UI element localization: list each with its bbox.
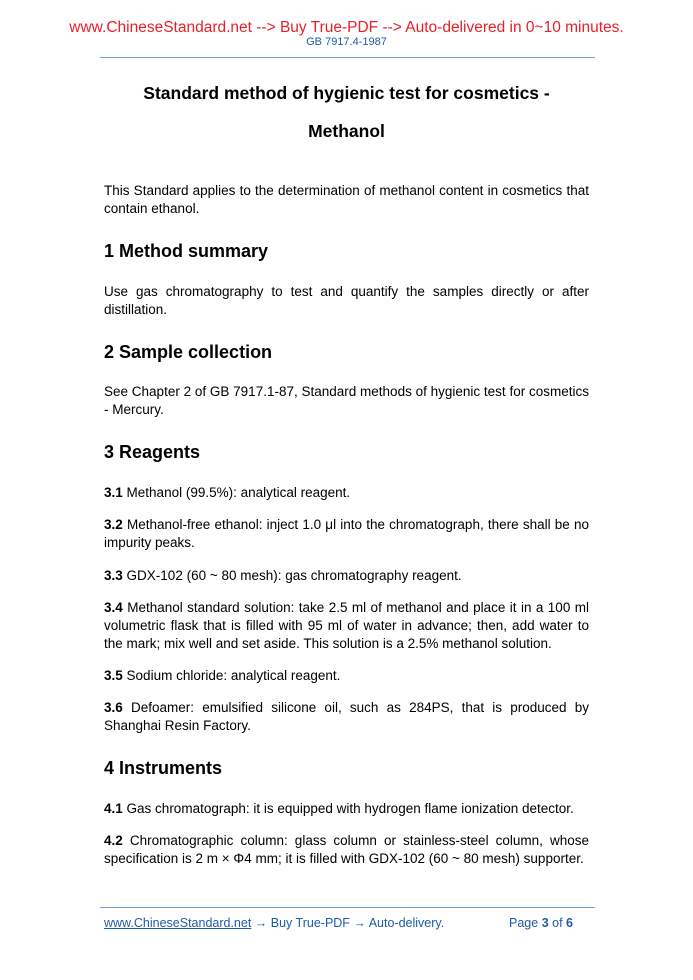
reagent-item bbox=[104, 567, 589, 585]
section-heading-method-summary: 1 Method summary bbox=[104, 241, 269, 261]
item-text: Sodium chloride: analytical reagent. bbox=[126, 668, 341, 683]
section-heading-sample-collection: 2 Sample collection bbox=[104, 342, 273, 362]
reagent-item bbox=[104, 699, 589, 735]
item-text: Defoamer: emulsified silicone oil, such as 284PS, that is produced by Shanghai Resin Factory. bbox=[104, 700, 589, 733]
page-label: Page bbox=[509, 916, 539, 930]
item-number: 3.4 bbox=[104, 600, 123, 615]
item-text: Chromatographic column: glass column or stainless-steel column, whose specification is 2 m × Φ4 mm; it is filled with GDX-102 (60 ~ 80 mesh) supporter. bbox=[104, 833, 589, 866]
document-title-line-2: Methanol bbox=[308, 121, 385, 141]
intro-paragraph: This Standard applies to the determination of methanol content in cosmetics that contain ethanol. bbox=[104, 183, 589, 216]
item-number: 3.6 bbox=[104, 700, 123, 715]
promo-banner[interactable]: www.ChineseStandard.net --> Buy True-PDF --> Auto-delivered in 0~10 minutes. bbox=[69, 19, 624, 36]
item-number: 4.1 bbox=[104, 801, 123, 816]
instrument-item bbox=[104, 800, 589, 818]
footer-site-link[interactable]: www.ChineseStandard.net bbox=[104, 916, 252, 930]
item-number: 4.2 bbox=[104, 833, 123, 848]
document-title-line-1: Standard method of hygienic test for cosmetics - bbox=[143, 83, 550, 103]
reagent-item bbox=[104, 667, 589, 685]
item-text: Methanol standard solution: take 2.5 ml of methanol and place it in a 100 ml volumetric flask that is filled with 95 ml of water in advance; then, add water to the mark; mix well and set aside. This solution is a 2.5% methanol solution. bbox=[104, 600, 589, 651]
item-number: 3.3 bbox=[104, 568, 123, 583]
item-number: 3.5 bbox=[104, 668, 123, 683]
footer-promo bbox=[104, 915, 444, 931]
item-text: Gas chromatograph: it is equipped with hydrogen flame ionization detector. bbox=[126, 801, 574, 816]
item-number: 3.2 bbox=[104, 517, 123, 532]
footer-divider bbox=[100, 907, 595, 908]
instrument-item bbox=[104, 832, 589, 868]
standard-code: GB 7917.4-1987 bbox=[306, 36, 387, 48]
reagent-item bbox=[104, 484, 589, 502]
current-page-number: 3 bbox=[541, 916, 549, 930]
item-text: GDX-102 (60 ~ 80 mesh): gas chromatography reagent. bbox=[126, 568, 462, 583]
total-pages-number: 6 bbox=[566, 916, 573, 930]
footer-promo-text: → Buy True-PDF → Auto-delivery. bbox=[251, 916, 445, 930]
reagent-item bbox=[104, 599, 589, 653]
method-summary-text: Use gas chromatography to test and quantify the samples directly or after distillation. bbox=[104, 284, 589, 317]
item-text: Methanol (99.5%): analytical reagent. bbox=[126, 485, 351, 500]
section-heading-reagents: 3 Reagents bbox=[104, 442, 201, 462]
item-text: Methanol-free ethanol: inject 1.0 μl into the chromatograph, there shall be no impurity peaks. bbox=[104, 517, 589, 550]
header-divider bbox=[100, 57, 595, 58]
section-heading-instruments: 4 Instruments bbox=[104, 758, 223, 778]
item-number: 3.1 bbox=[104, 485, 123, 500]
reagent-item bbox=[104, 516, 589, 552]
page-indicator bbox=[509, 915, 573, 931]
sample-collection-text: See Chapter 2 of GB 7917.1-87, Standard methods of hygienic test for cosmetics - Mercury. bbox=[104, 384, 589, 417]
of-label: of bbox=[552, 916, 563, 930]
